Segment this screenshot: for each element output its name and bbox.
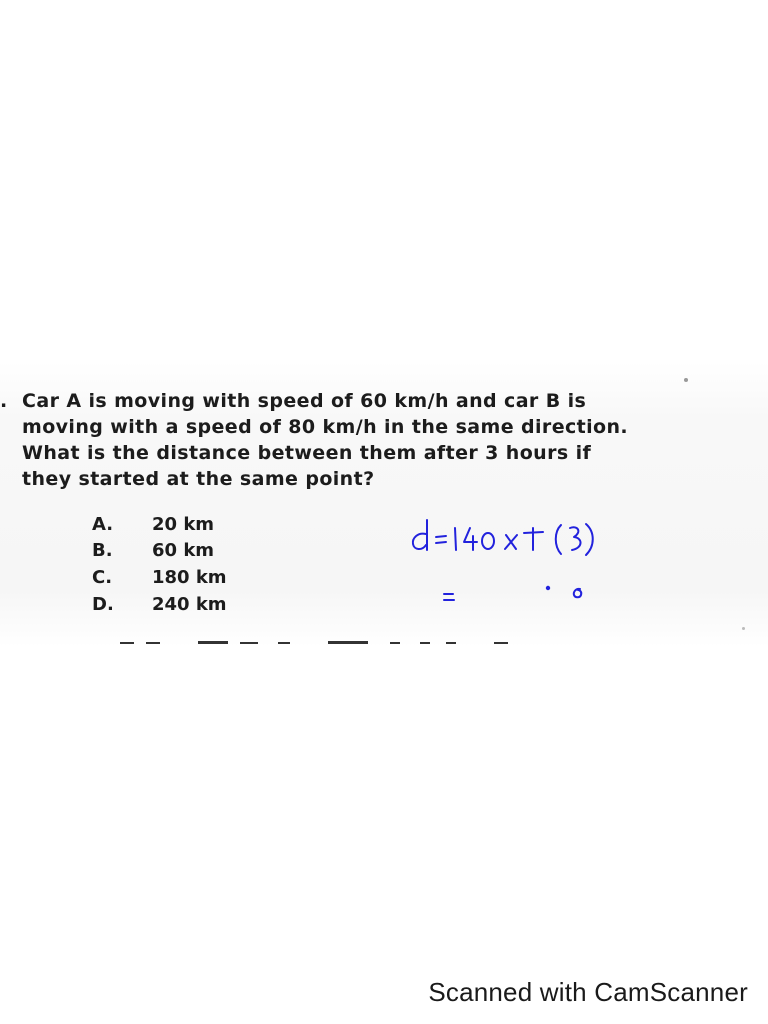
option-value: 180 km [152,567,227,588]
option-letter: D. [92,594,114,615]
option-value: 240 km [152,594,227,615]
option-letter: B. [92,540,113,561]
question-line-3: What is the distance between them after 3 hours if [22,442,592,464]
handwritten-working [400,510,660,620]
question-line-1: Car A is moving with speed of 60 km/h and car B is [22,390,587,412]
scan-speck [684,378,688,382]
camscanner-watermark: Scanned with CamScanner [428,977,748,1007]
option-letter: A. [92,514,114,535]
scan-speck [742,627,745,630]
cropped-next-line [90,641,520,647]
option-value: 60 km [152,540,215,561]
option-letter: C. [92,567,113,588]
option-value: 20 km [152,514,215,535]
question-number: . [0,390,8,412]
question-line-2: moving with a speed of 80 km/h in the same direction. [22,416,629,438]
question-line-4: they started at the same point? [22,468,375,490]
